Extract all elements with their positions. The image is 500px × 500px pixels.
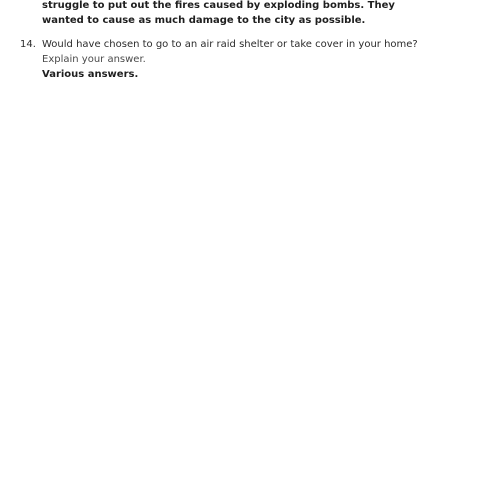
- question-number: 14.: [20, 39, 36, 50]
- previous-answer-line-1: struggle to put out the fires caused by exploding bombs. They: [42, 0, 395, 11]
- question-text: Would have chosen to go to an air raid shelter or take cover in your home?: [42, 39, 418, 50]
- question-answer: Various answers.: [42, 69, 139, 80]
- previous-answer-text: [42, 0, 422, 28]
- previous-answer-line-2: wanted to cause as much damage to the city as possible.: [42, 15, 366, 26]
- question-body: [42, 37, 432, 82]
- question-instruction: Explain your answer.: [42, 54, 146, 65]
